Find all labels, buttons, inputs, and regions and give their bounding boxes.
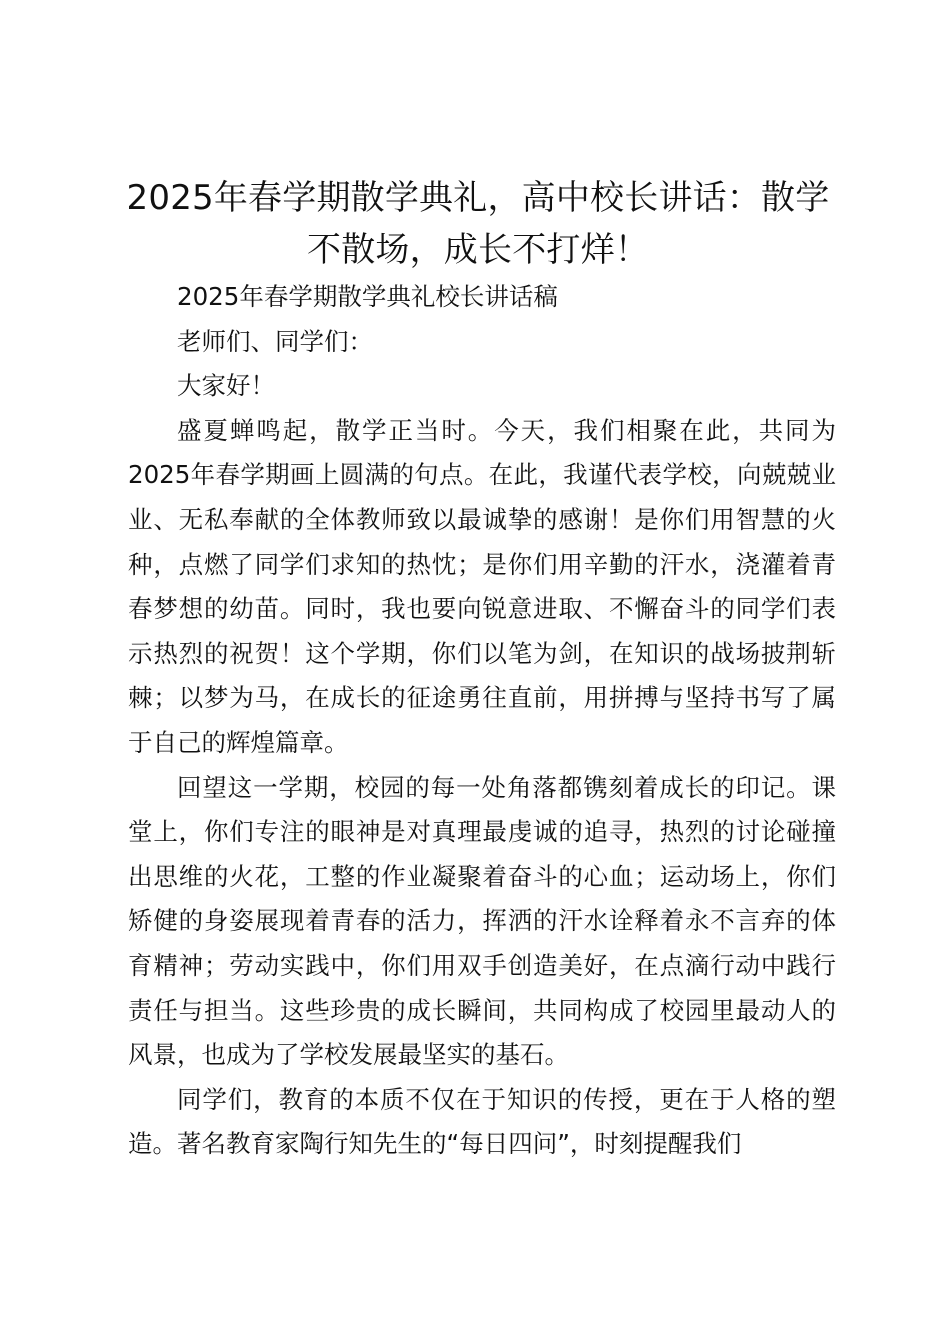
document-title: 2025年春学期散学典礼，高中校长讲话：散学不散场，成长不打烊！ — [126, 178, 830, 270]
body-paragraph: 回望这一学期，校园的每一处角落都镌刻着成长的印记。课堂上，你们专注的眼神是对真理最虔诚的追寻，热烈的讨论碰撞出思维的火花，工整的作业凝聚着奋斗的心血；运动场上，你们矫健的身姿展现着青春的活力，挥洒的汗水诠释着永不言弃的体育精神；劳动实践中，你们用双手创造美好，在点滴行动中践行责任与担当。这些珍贵的成长瞬间，共同构成了校园里最动人的风景，也成为了学校发展最坚实的基石。 — [128, 772, 836, 1070]
greeting-paragraph: 大家好！ — [177, 371, 275, 401]
salutation-paragraph: 老师们、同学们： — [177, 326, 373, 356]
body-paragraph: 同学们，教育的本质不仅在于知识的传授，更在于人格的塑造。著名教育家陶行知先生的“每日四问”，时刻提醒我们 — [128, 1084, 836, 1159]
body-paragraph: 盛夏蝉鸣起，散学正当时。今天，我们相聚在此，共同为2025年春学期画上圆满的句点。在此，我谨代表学校，向兢兢业业、无私奉献的全体教师致以最诚挚的感谢！是你们用智慧的火种，点燃了同学们求知的热忱；是你们用辛勤的汗水，浇灌着青春梦想的幼苗。同时，我也要向锐意进取、不懈奋斗的同学们表示热烈的祝贺！这个学期，你们以笔为剑，在知识的战场披荆斩棘；以梦为马，在成长的征途勇往直前，用拼搏与坚持书写了属于自己的辉煌篇章。 — [128, 415, 836, 757]
subtitle-paragraph: 2025年春学期散学典礼校长讲话稿 — [177, 282, 558, 311]
document-body — [128, 275, 836, 1167]
